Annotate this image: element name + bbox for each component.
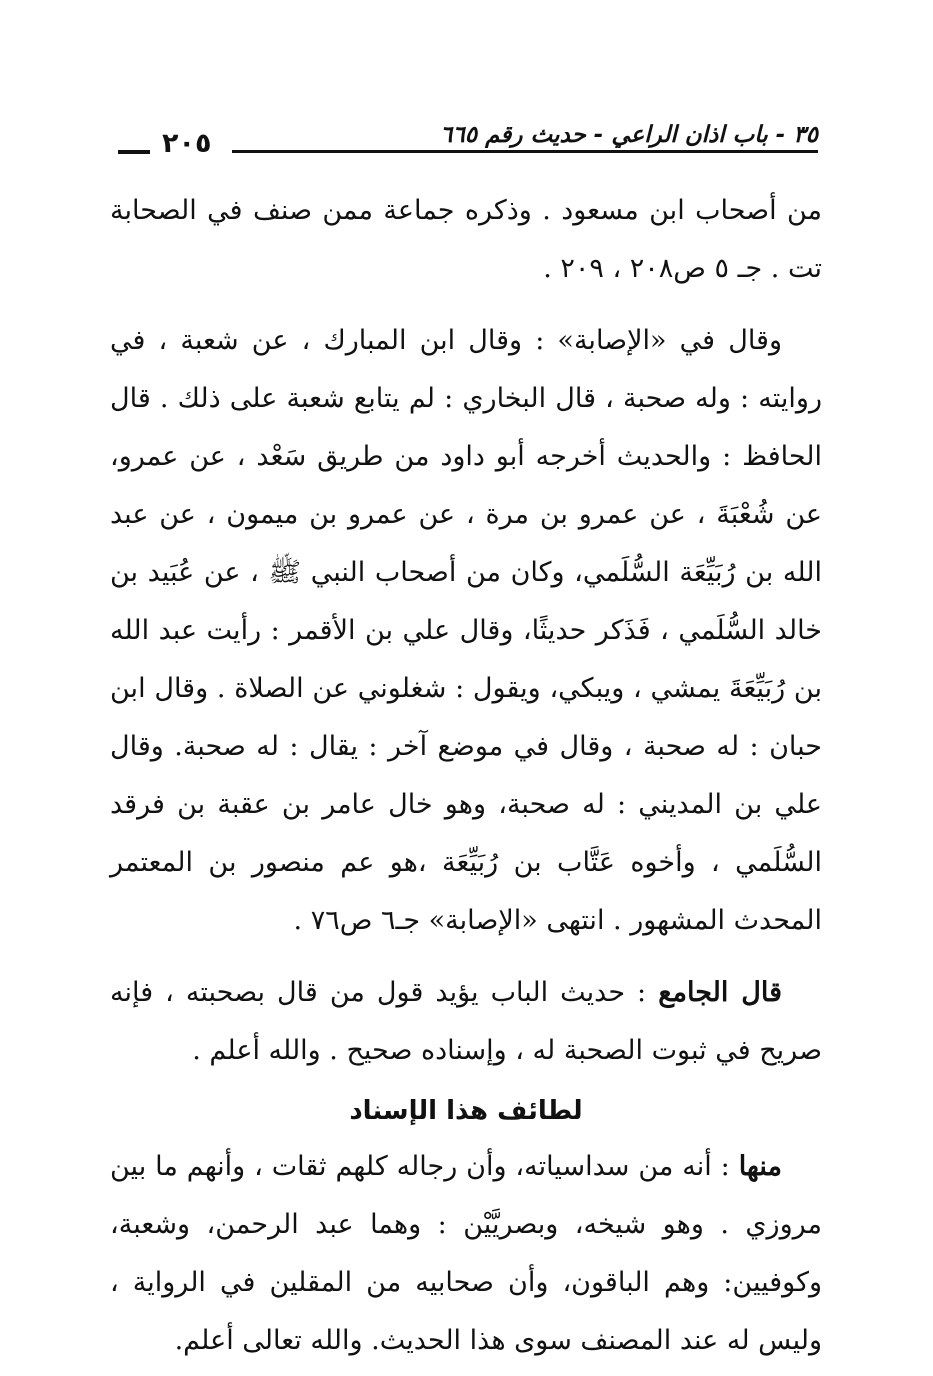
page-body	[110, 182, 822, 1370]
page-number: ٢٠٥	[162, 128, 212, 159]
header-dash	[118, 150, 150, 154]
header-rule	[232, 150, 818, 153]
paragraph-text: من أصحاب ابن مسعود . وذكره جماعة ممن صنف في الصحابة تت . جـ ٥ ص٢٠٨ ، ٢٠٩ .	[110, 195, 822, 284]
paragraph-continuation	[110, 182, 822, 298]
section-heading: لطائف هذا الإسناد	[349, 1096, 583, 1126]
chapter-title: ٣٥ - باب اذان الراعي - حديث رقم ٦٦٥	[440, 122, 818, 148]
paragraph-text: : حديث الباب يؤيد قول من قال بصحبته ، فإنه صريح في ثبوت الصحبة له ، وإسناده صحيح . والله أعلم .	[110, 977, 822, 1066]
paragraph-lead: قال الجامع	[658, 977, 783, 1008]
paragraph-compiler-note	[110, 964, 822, 1080]
page-header	[118, 112, 818, 162]
paragraph-text: وقال في «الإصابة» : وقال ابن المبارك ، عن شعبة ، في روايته : وله صحبة ، قال البخاري : لم يتابع شعبة على ذلك . قال الحافظ : والحديث أخرجه أبو داود من طريق سَعْد ، عن عمرو، عن شُعْبَةَ ، عن عمرو بن مرة ، عن عمرو بن ميمون ، عن عبد الله بن رُبَيِّعَة السُّلَمي، وكان من أصحاب النبي ﷺ ، عن عُبَيد بن خالد السُّلَمي ، فَذَكر حديثًا، وقال علي بن الأقمر : رأيت عبد الله بن رُبَيِّعَةَ يمشي ، ويبكي، ويقول : شغلوني عن الصلاة . وقال ابن حبان : له صحبة ، وقال في موضع آخر : يقال : له صحبة. وقال علي بن المديني : له صحبة، وهو خال عامر بن عقبة بن فرقد السُّلَمي ، وأخوه عَتَّاب بن رُبَيِّعَة ،هو عم منصور بن المعتمر المحدث المشهور . انتهى «الإصابة» جـ٦ ص٧٦ .	[110, 325, 822, 936]
paragraph-text: : أنه من سداسياته، وأن رجاله كلهم ثقات ، وأنهم ما بين مروزي . وهو شيخه، وبصريَّيْن : وهما عبد الرحمن، وشعبة، وكوفيين: وهم الباقون، وأن صحابيه من المقلين في الرواية ، وليس له عند المصنف سوى هذا الحديث. والله تعالى أعلم.	[110, 1151, 822, 1356]
paragraph-isaba-quote	[110, 312, 822, 950]
paragraph-lead: منها	[738, 1151, 782, 1182]
paragraph-isnad-notes	[110, 1138, 822, 1370]
